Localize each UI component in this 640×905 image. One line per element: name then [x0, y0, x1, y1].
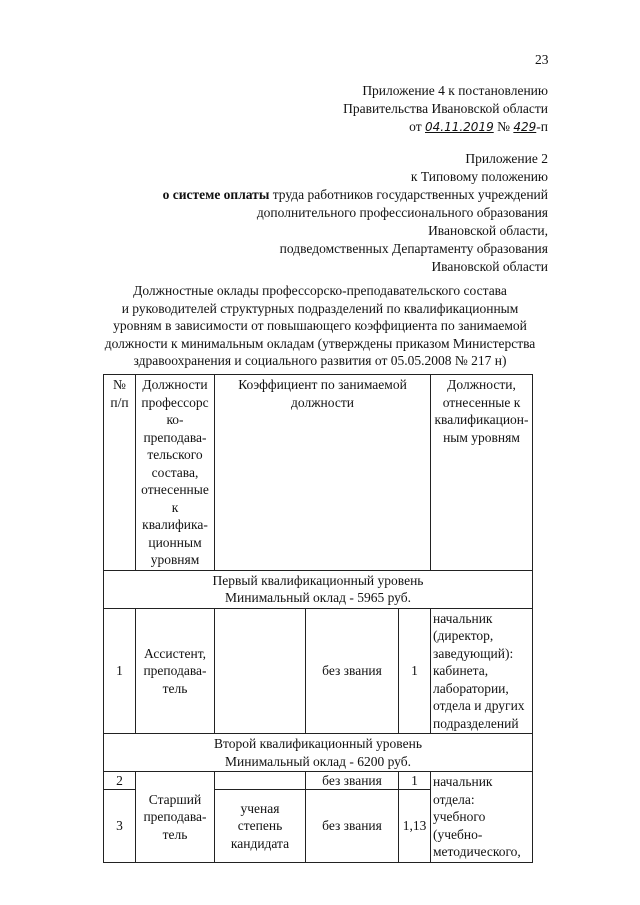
level-row: Первый квалификационный уровень Минимальный оклад - 5965 руб. [104, 570, 533, 608]
table-header-row [104, 375, 533, 571]
handwritten-date: 04.11.2019 [425, 120, 494, 134]
level-row: Второй квалификационный уровень Минимальный оклад - 6200 руб. [104, 734, 533, 772]
header-related: Должности, отнесенные к квалификацион- ным уровням [431, 375, 533, 571]
resolution-annex-line2: Правительства Ивановской области [343, 101, 548, 116]
salary-table [103, 374, 533, 863]
page-number: 23 [535, 52, 549, 67]
resolution-annex-line1: Приложение 4 к постановлению [362, 83, 548, 98]
annex-line7: Ивановской области [431, 259, 548, 274]
annex-line2: к Типовому положению [410, 169, 548, 184]
resolution-date-line: от 04.11.2019 № 429-п [409, 119, 548, 134]
annex-line1: Приложение 2 [465, 151, 548, 166]
table-row: 3 ученая степень кандидата без звания 1,13 [104, 790, 533, 862]
annex-line6: подведомственных Департаменту образования [279, 241, 548, 256]
table-row: 1 Ассистент, преподава- тель без звания 1 начальник (директор, заведующий): кабинета, лаборатории, отдела и других подразделений [104, 608, 533, 734]
header-coef: Коэффициент по занимаемой должности [215, 375, 431, 571]
header-num: № п/п [104, 375, 136, 571]
annex-line5: Ивановской области, [428, 223, 548, 238]
document-title: Должностные оклады профессорско-преподавательского состава и руководителей структурных подразделений по квалификационным уровням в зависимости от повышающего коэффициента по занимаемой должности к минимальным окладам (утверждены приказом Министерства здравоохранения и социального развития от 05.05.2008 № 217 н) [104, 283, 536, 368]
annex-line3: о системе оплаты труда работников государственных учреждений [162, 187, 548, 202]
handwritten-number: 429 [513, 120, 537, 134]
header-positions: Должности профессорс ко- преподава- тельского состава, отнесенные к квалифика- ционным уровням [136, 375, 215, 571]
annex-line4: дополнительного профессионального образования [256, 205, 548, 220]
table-row: 2 Старший преподава- тель без звания 1 начальник отдела: учебного (учебно- методического, [104, 772, 533, 790]
